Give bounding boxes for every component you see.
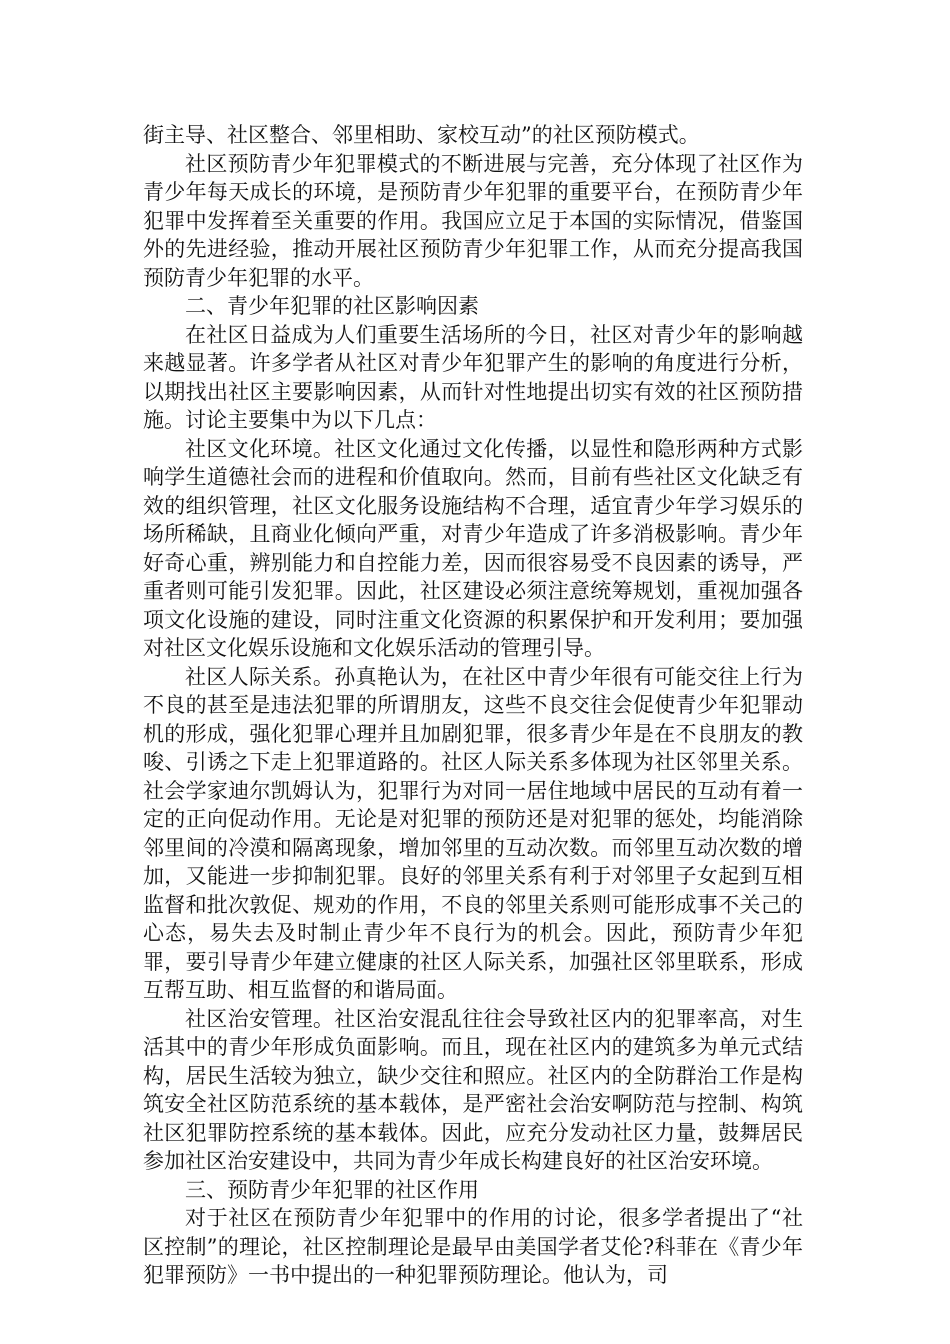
paragraph-influence-intro: 在社区日益成为人们重要生活场所的今日，社区对青少年的影响越来越显著。许多学者从社区对青少年犯罪产生的影响的角度进行分析，以期找出社区主要影响因素，从而针对性地提出切实有效的社区预防措施。讨论主要集中为以下几点： [143, 322, 803, 432]
paragraph-continuation: 街主导、社区整合、邻里相助、家校互动”的社区预防模式。 [143, 123, 700, 147]
paragraph-community-control: 对于社区在预防青少年犯罪中的作用的讨论，很多学者提出了“社区控制”的理论，社区控制理论是最早由美国学者艾伦?科菲在《青少年犯罪预防》一书中提出的一种犯罪预防理论。他认为，司 [143, 1206, 803, 1287]
section-heading-3: 三、预防青少年犯罪的社区作用 [185, 1177, 479, 1202]
paragraph-security-management: 社区治安管理。社区治安混乱往往会导致社区内的犯罪率高，对生活其中的青少年形成负面影响。而且，现在社区内的建筑多为单元式结构，居民生活较为独立，缺少交往和照应。社区内的全防群治工作是构筑安全社区防范系统的基本载体，是严密社会治安啊防范与控制、构筑社区犯罪防控系统的基本载体。因此，应充分发动社区力量，鼓舞居民参加社区治安建设中，共同为青少年成长构建良好的社区治安环境。 [143, 1006, 803, 1173]
paragraph-community-prevention: 社区预防青少年犯罪模式的不断进展与完善，充分体现了社区作为青少年每天成长的环境，是预防青少年犯罪的重要平台，在预防青少年犯罪中发挥着至关重要的作用。我国应立足于本国的实际情况，借鉴国外的先进经验，推动开展社区预防青少年犯罪工作，从而充分提高我国预防青少年犯罪的水平。 [143, 151, 803, 290]
paragraph-interpersonal-relations: 社区人际关系。孙真艳认为，在社区中青少年很有可能交往上行为不良的甚至是违法犯罪的所谓朋友，这些不良交往会促使青少年犯罪动机的形成，强化犯罪心理并且加剧犯罪，很多青少年是在不良朋友的教唆、引诱之下走上犯罪道路的。社区人际关系多体现为社区邻里关系。社会学家迪尔凯姆认为，犯罪行为对同一居住地域中居民的互动有着一定的正向促动作用。无论是对犯罪的预防还是对犯罪的惩处，均能消除邻里间的冷漠和隔离现象，增加邻里的互动次数。而邻里互动次数的增加，又能进一步抑制犯罪。良好的邻里关系有利于对邻里子女起到互相监督和批次敦促、规劝的作用，不良的邻里关系则可能形成事不关己的心态，易失去及时制止青少年不良行为的机会。因此，预防青少年犯罪，要引导青少年建立健康的社区人际关系，加强社区邻里联系，形成互帮互助、相互监督的和谐局面。 [143, 664, 803, 1002]
paragraph-culture-environment: 社区文化环境。社区文化通过文化传播，以显性和隐形两种方式影响学生道德社会而的进程和价值取向。然而，目前有些社区文化缺乏有效的组织管理，社区文化服务设施结构不合理，适宜青少年学习娱乐的场所稀缺，且商业化倾向严重，对青少年造成了许多消极影响。青少年好奇心重，辨别能力和自控能力差，因而很容易受不良因素的诱导，严重者则可能引发犯罪。因此，社区建设必须注意统筹规划，重视加强各项文化设施的建设，同时注重文化资源的积累保护和开发利用；要加强对社区文化娱乐设施和文化娱乐活动的管理引导。 [143, 436, 803, 660]
document-body [143, 121, 803, 1290]
section-heading-2: 二、青少年犯罪的社区影响因素 [185, 294, 479, 318]
